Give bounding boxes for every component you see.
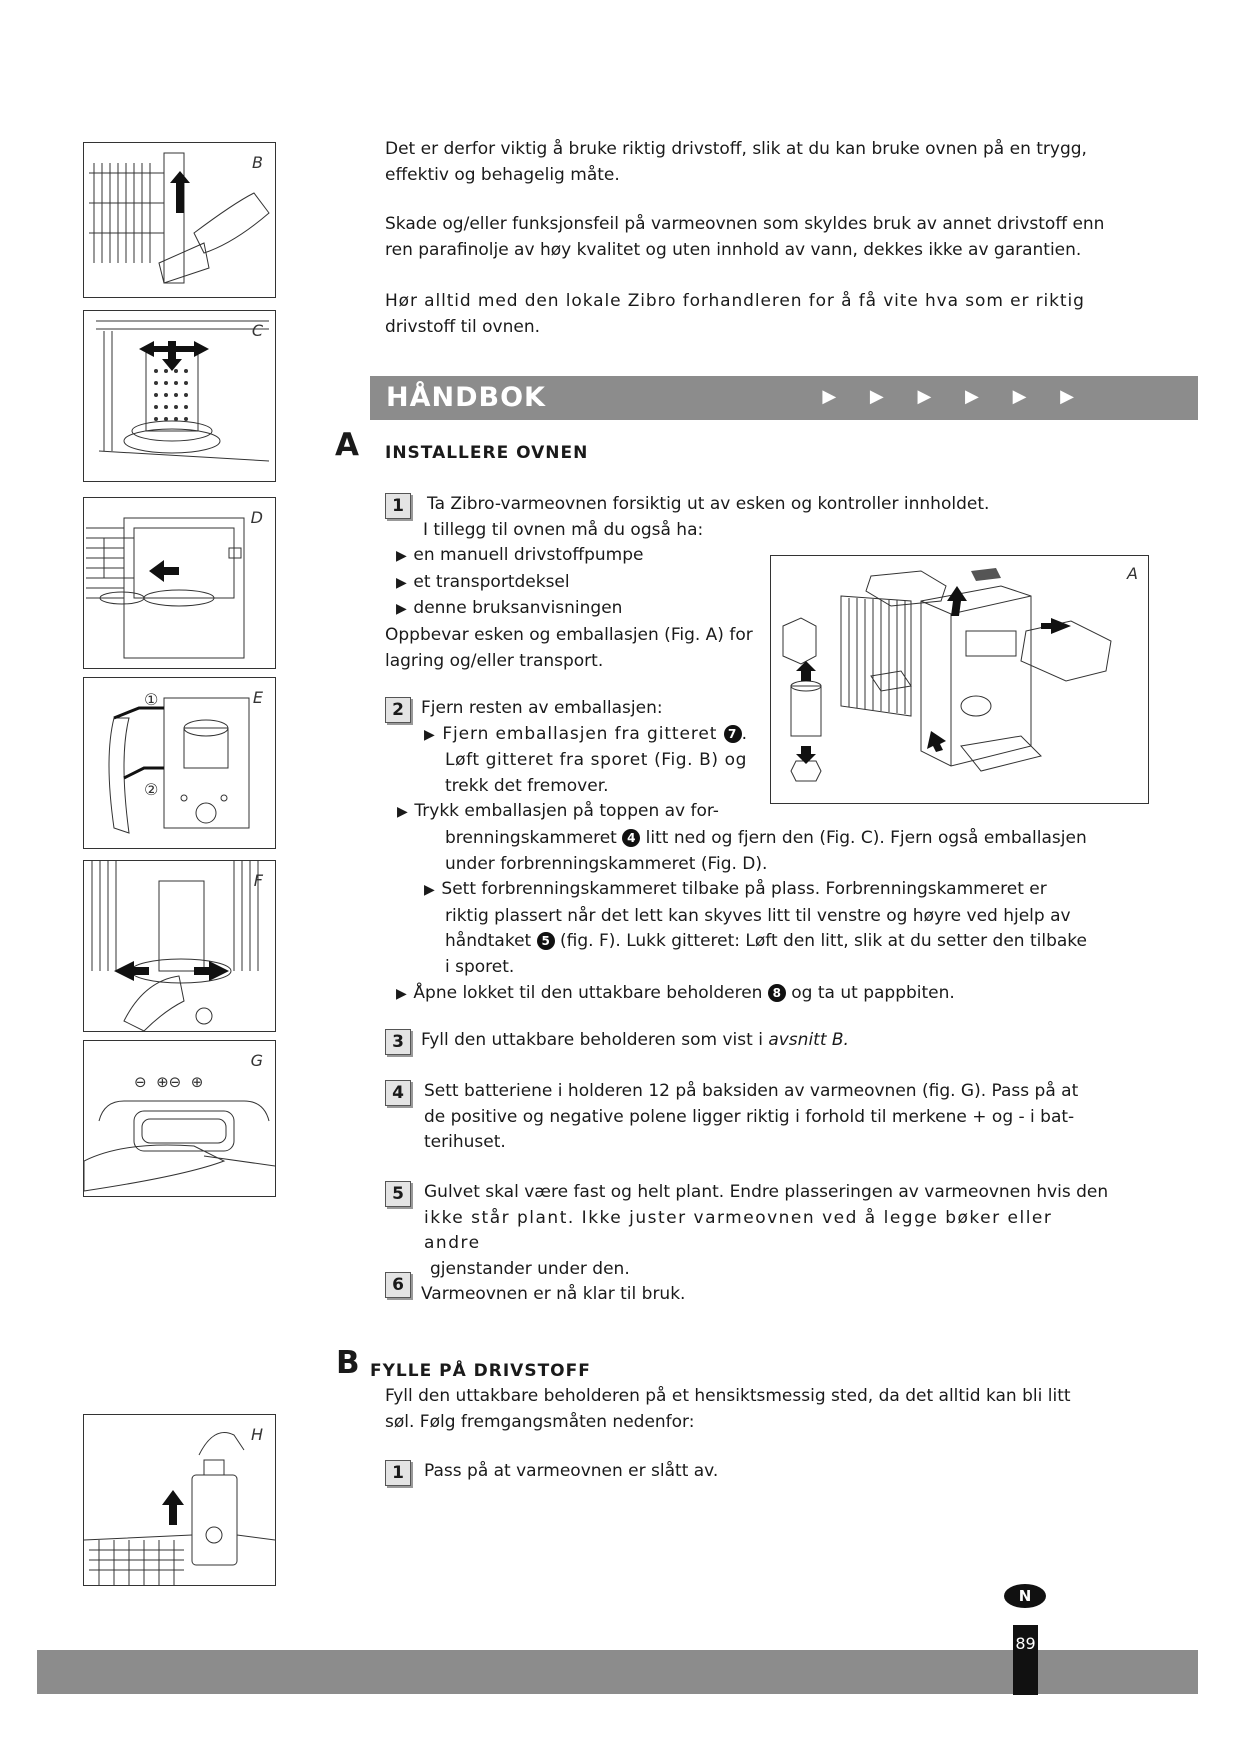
step-number: 1 [385,493,411,519]
figure-label: E [252,688,263,707]
callout-badge: 8 [768,984,786,1002]
step-4-text: Sett batteriene i holderen 12 på baksiden av varmeovnen (fig. G). Pass på at de positive og negative polene ligger riktig i forhold til merkene + og - i bat- terihuset. [424,1081,1079,1153]
heater-grille-illustration [84,143,275,297]
section-banner [370,376,1198,420]
list-item: ▶ en manuell drivstoffpumpe [396,545,644,566]
list-item: ▶ Trykk emballasjen på toppen av for- [397,801,719,822]
figure-label: C [251,321,263,340]
section-a-heading: INSTALLERE OVNEN [385,443,589,463]
step-1-text: Ta Zibro-varmeovnen forsiktig ut av esken og kontroller innholdet. I tillegg til ovnen må du også ha: ▶ en manuell drivstoffpumpe ▶ et transportdeksel ▶ denne bruksanvisningen Oppbevar esken og emballasjen (Fig. A) for lagring og/eller transport. [385,492,1105,674]
figure-b [83,142,276,298]
figure-label: G [250,1051,263,1070]
callout-2: ② [144,780,159,799]
figure-d [83,497,276,669]
list-item: ▶ Åpne lokket til den uttakbare beholderen 8 og ta ut pappbiten. [396,982,955,1003]
figure-h [83,1414,276,1586]
step-number: 1 [385,1460,411,1486]
step-3-text: Fyll den uttakbare beholderen som vist i avsnitt B. [421,1030,849,1050]
callout-badge: 5 [537,932,555,950]
intro-paragraph-1: Det er derfor viktig å bruke riktig drivstoff, slik at du kan bruke ovnen på en trygg, effektiv og behagelig måte. [385,139,1087,185]
banner-arrows: ▶ ▶ ▶ ▶ ▶ ▶ [822,386,1088,407]
figure-e [83,677,276,849]
figure-f [83,860,276,1032]
intro-paragraph-3: Hør alltid med den lokale Zibro forhandleren for å få vite hva som er riktig drivstoff til ovnen. [385,291,1085,337]
handle-adjust-illustration [84,861,275,1031]
grille-removal-illustration [84,678,275,848]
page-number: 89 [1015,1634,1036,1653]
step-5-text: Gulvet skal være fast og helt plant. Endre plasseringen av varmeovnen hvis den ikke står plant. Ikke juster varmeovnen ved å legge bøker eller andre gjenstander under den. [424,1182,1109,1279]
callout-badge: 4 [622,829,640,847]
section-b-letter: B [336,1345,360,1381]
intro-paragraph-2: Skade og/eller funksjonsfeil på varmeovnen som skyldes bruk av annet drivstoff enn ren parafinolje av høy kvalitet og uten innhold av vann, dekkes ikke av garantien. [385,214,1105,260]
step-number: 2 [385,697,411,723]
figure-label: H [250,1425,263,1444]
heater-front-illustration [84,498,275,668]
figure-label: B [252,153,263,172]
list-item: ▶ Fjern emballasjen fra gitteret 7 . [424,723,748,744]
section-b-step-1-text: Pass på at varmeovnen er slått av. [424,1461,719,1481]
section-a-letter: A [335,427,359,463]
callout-1: ① [144,690,159,709]
language-badge: N [1004,1584,1046,1608]
section-b-heading: FYLLE PÅ DRIVSTOFF [370,1361,591,1381]
list-item: ▶ Sett forbrenningskammeret tilbake på plass. Forbrenningskammeret er [424,879,1047,900]
figure-label: F [253,871,263,890]
step-2-text: Fjern resten av emballasjen: ▶ Fjern emballasjen fra gitteret 7 . Løft gitteret fra sporet (Fig. B) og trekk det fremover. ▶ Trykk emballasjen på toppen av for- brenningskammeret 4 litt ned og fjern den (Fig. C). Fjern også emballasjen under forbrenningskammeret (Fig. D). ▶ Sett forbrenningskammeret tilbake på plass. Forbrenningskammeret er riktig plassert når det lett kan skyves litt til venstre og høyre ved hjelp av håndtaket 5 (fig. F). Lukk gitteret: Løft den litt, slik at du setter den tilbake i sporet. ▶ Åpne lokket til den uttakbare beholderen 8 og ta ut pappbiten. [385,696,1105,1007]
step-6-text: Varmeovnen er nå klar til bruk. [421,1284,686,1304]
list-item: ▶ et transportdeksel [396,571,570,592]
step-number: 3 [385,1029,411,1055]
step-number: 5 [385,1181,411,1207]
banner-title: HÅNDBOK [386,382,546,413]
list-item: ▶ denne bruksanvisningen [396,598,623,619]
callout-badge: 7 [724,725,742,743]
figure-c [83,310,276,482]
section-b-text: Fyll den uttakbare beholderen på et hensiktsmessig sted, da det alltid kan bli litt søl. Følg fremgangsmåten nedenfor: [385,1386,1071,1432]
tank-removal-illustration [84,1415,275,1585]
figure-label: A [1127,564,1138,583]
battery-illustration [84,1041,275,1196]
step-number: 6 [385,1272,411,1298]
combustion-chamber-illustration [84,311,275,481]
figure-label: D [250,508,263,527]
figure-g [83,1040,276,1197]
polarity-marks: ⊖ ⊕⊖ ⊕ [134,1073,204,1091]
step-number: 4 [385,1080,411,1106]
